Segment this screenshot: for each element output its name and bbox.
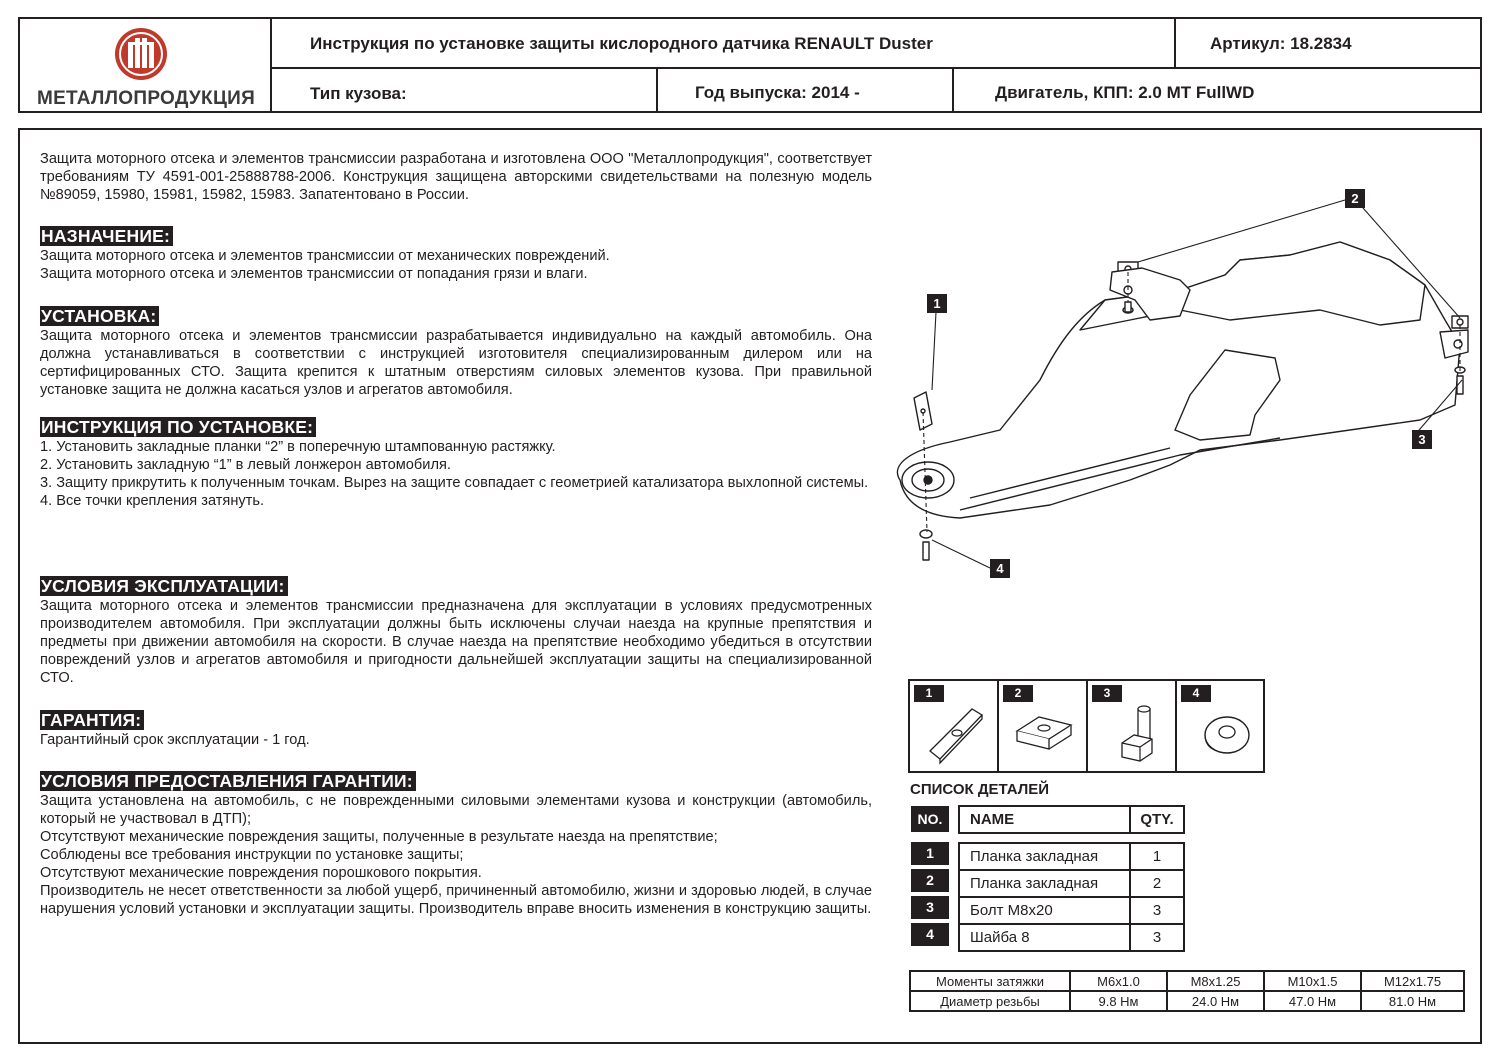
section-install bbox=[40, 306, 872, 399]
section-instructions bbox=[40, 417, 872, 510]
section-heading: ГАРАНТИЯ: bbox=[40, 710, 144, 730]
part-qty: 3 bbox=[1130, 924, 1184, 951]
torque-value: 24.0 Нм bbox=[1167, 991, 1264, 1011]
torque-row-label: Моменты затяжки bbox=[910, 971, 1070, 991]
torque-value: 47.0 Нм bbox=[1264, 991, 1361, 1011]
torque-value: 9.8 Нм bbox=[1070, 991, 1167, 1011]
part-name: Шайба 8 bbox=[959, 924, 1130, 951]
purpose-line: Защита моторного отсека и элементов трансмиссии от попадания грязи и влаги. bbox=[40, 266, 588, 282]
parts-header-name: NAME bbox=[959, 806, 1130, 833]
operation-text: Защита моторного отсека и элементов трансмиссии предназначена для эксплуатации в условиях предусмотренных производителем автомобиля. При эксплуатации должны быть исключены случаи наезда на крупные препятствия и предметы при движении автомобиля на скорости. В случае наезда на препятствие необходимо убедиться в отсутствии повреждений узлов и агрегатов автомобиля и пригодности дальнейшей эксплуатации защиты на специализированной СТО. bbox=[40, 598, 872, 686]
table-row bbox=[959, 843, 1184, 870]
bolt-icon bbox=[1098, 699, 1168, 769]
engine-label: Двигатель, КПП: 2.0 MT FullWD bbox=[995, 83, 1255, 102]
instruction-step: 1. Установить закладные планки “2” в поперечную штампованную растяжку. bbox=[40, 439, 556, 455]
instruction-step: 2. Установить закладную “1” в левый лонжерон автомобиля. bbox=[40, 457, 451, 473]
torque-row-label: Диаметр резьбы bbox=[910, 991, 1070, 1011]
square-nut-plate-icon bbox=[1009, 701, 1079, 765]
parts-row-no: 1 bbox=[911, 842, 949, 865]
parts-row-no: 3 bbox=[911, 896, 949, 919]
part-qty: 1 bbox=[1130, 843, 1184, 870]
document-title: Инструкция по установке защиты кислородного датчика RENAULT Duster bbox=[310, 34, 933, 53]
part-image-box bbox=[910, 681, 999, 771]
washer-icon bbox=[1187, 701, 1257, 765]
diagram-callout: 1 bbox=[927, 294, 947, 313]
section-operation bbox=[40, 576, 872, 687]
part-name: Планка закладная bbox=[959, 843, 1130, 870]
warranty-condition: Отсутствуют механические повреждения порошкового покрытия. bbox=[40, 865, 482, 881]
table-row bbox=[959, 924, 1184, 951]
torque-table bbox=[909, 970, 1465, 1012]
part-name: Болт М8х20 bbox=[959, 897, 1130, 924]
section-warranty-conditions bbox=[40, 771, 872, 918]
parts-table bbox=[958, 805, 1185, 952]
parts-row-no: 2 bbox=[911, 869, 949, 892]
assembly-diagram bbox=[880, 180, 1480, 600]
thread-size: M10x1.5 bbox=[1264, 971, 1361, 991]
part-number-tag: 2 bbox=[1003, 685, 1033, 702]
part-image-box bbox=[1088, 681, 1177, 771]
header-divider bbox=[272, 67, 1480, 69]
diagram-callout: 3 bbox=[1412, 430, 1432, 449]
section-heading: НАЗНАЧЕНИЕ: bbox=[40, 226, 173, 246]
section-purpose bbox=[40, 226, 872, 283]
body-type-label: Тип кузова: bbox=[310, 84, 407, 103]
instruction-step: 4. Все точки крепления затянуть. bbox=[40, 493, 265, 509]
table-row bbox=[910, 991, 1464, 1011]
part-qty: 3 bbox=[1130, 897, 1184, 924]
plate-icon bbox=[920, 701, 990, 765]
parts-images bbox=[908, 679, 1265, 773]
section-heading: ИНСТРУКЦИЯ ПО УСТАНОВКЕ: bbox=[40, 417, 316, 437]
intro-paragraph: Защита моторного отсека и элементов трансмиссии разработана и изготовлена ООО "Металлопродукция", соответствует требованиям ТУ 4591-001-25888788-2006. Конструкция защищена авторскими свидетельствами на полезную модель №89059, 15980, 15981, 15982, 15983. Запатентовано в России. bbox=[40, 151, 872, 203]
instruction-step: 3. Защиту прикрутить к полученным точкам. Вырез на защите совпадает с геометрией катализатора выхлопной системы. bbox=[40, 475, 869, 491]
parts-header-no: NO. bbox=[911, 806, 949, 832]
parts-list-title: СПИСОК ДЕТАЛЕЙ bbox=[910, 781, 1050, 798]
thread-size: M8x1.25 bbox=[1167, 971, 1264, 991]
article-number: Артикул: 18.2834 bbox=[1210, 34, 1352, 53]
torque-value: 81.0 Нм bbox=[1361, 991, 1464, 1011]
section-heading: УСТАНОВКА: bbox=[40, 306, 159, 326]
parts-header-qty: QTY. bbox=[1130, 806, 1184, 833]
part-image-box bbox=[999, 681, 1088, 771]
logo-cell bbox=[20, 19, 272, 111]
table-row bbox=[959, 870, 1184, 897]
part-number-tag: 4 bbox=[1181, 685, 1211, 702]
section-warranty bbox=[40, 710, 872, 749]
logo-text: МЕТАЛЛОПРОДУКЦИЯ bbox=[36, 88, 256, 109]
warranty-condition: Защита установлена на автомобиль, с не поврежденными силовыми элементами кузова и конструкции (автомобиль, который не участвовал в ДТП); bbox=[40, 793, 872, 827]
diagram-callout: 4 bbox=[990, 559, 1010, 578]
warranty-condition: Производитель не несет ответственности за любой ущерб, причиненный автомобилю, жизни и здоровью людей, в случае нарушения условий установки и эксплуатации защиты. Производитель вправе вносить изменения в конструкцию защиты. bbox=[40, 883, 872, 917]
part-number-tag: 1 bbox=[914, 685, 944, 702]
purpose-line: Защита моторного отсека и элементов трансмиссии от механических повреждений. bbox=[40, 248, 610, 264]
header-divider bbox=[952, 67, 954, 111]
section-heading: УСЛОВИЯ ЭКСПЛУАТАЦИИ: bbox=[40, 576, 288, 596]
thread-size: M6x1.0 bbox=[1070, 971, 1167, 991]
year-label: Год выпуска: 2014 - bbox=[695, 83, 860, 102]
part-image-box bbox=[1177, 681, 1266, 771]
table-row bbox=[910, 971, 1464, 991]
warranty-condition: Отсутствуют механические повреждения защиты, полученные в результате наезда на препятствие; bbox=[40, 829, 718, 845]
warranty-text: Гарантийный срок эксплуатации - 1 год. bbox=[40, 732, 310, 748]
thread-size: M12x1.75 bbox=[1361, 971, 1464, 991]
company-logo-icon bbox=[114, 27, 168, 81]
section-heading: УСЛОВИЯ ПРЕДОСТАВЛЕНИЯ ГАРАНТИИ: bbox=[40, 771, 416, 791]
part-number-tag: 3 bbox=[1092, 685, 1122, 702]
diagram-callout: 2 bbox=[1345, 189, 1365, 208]
header-divider bbox=[656, 67, 658, 111]
table-row bbox=[959, 897, 1184, 924]
document-header bbox=[18, 17, 1482, 113]
part-name: Планка закладная bbox=[959, 870, 1130, 897]
header-divider bbox=[1174, 19, 1176, 67]
install-text: Защита моторного отсека и элементов трансмиссии разрабатывается индивидуально на каждый автомобиль. Она должна устанавливаться в соответствии с инструкцией изготовителя специализированным дилером или на сертифицированных СТО. Защита крепится к штатным отверстиям силовых элементов кузова. При правильной установке защита не должна касаться узлов и агрегатов автомобиля. bbox=[40, 328, 872, 398]
part-qty: 2 bbox=[1130, 870, 1184, 897]
parts-table-header bbox=[959, 806, 1184, 833]
warranty-condition: Соблюдены все требования инструкции по установке защиты; bbox=[40, 847, 464, 863]
parts-row-no: 4 bbox=[911, 923, 949, 946]
